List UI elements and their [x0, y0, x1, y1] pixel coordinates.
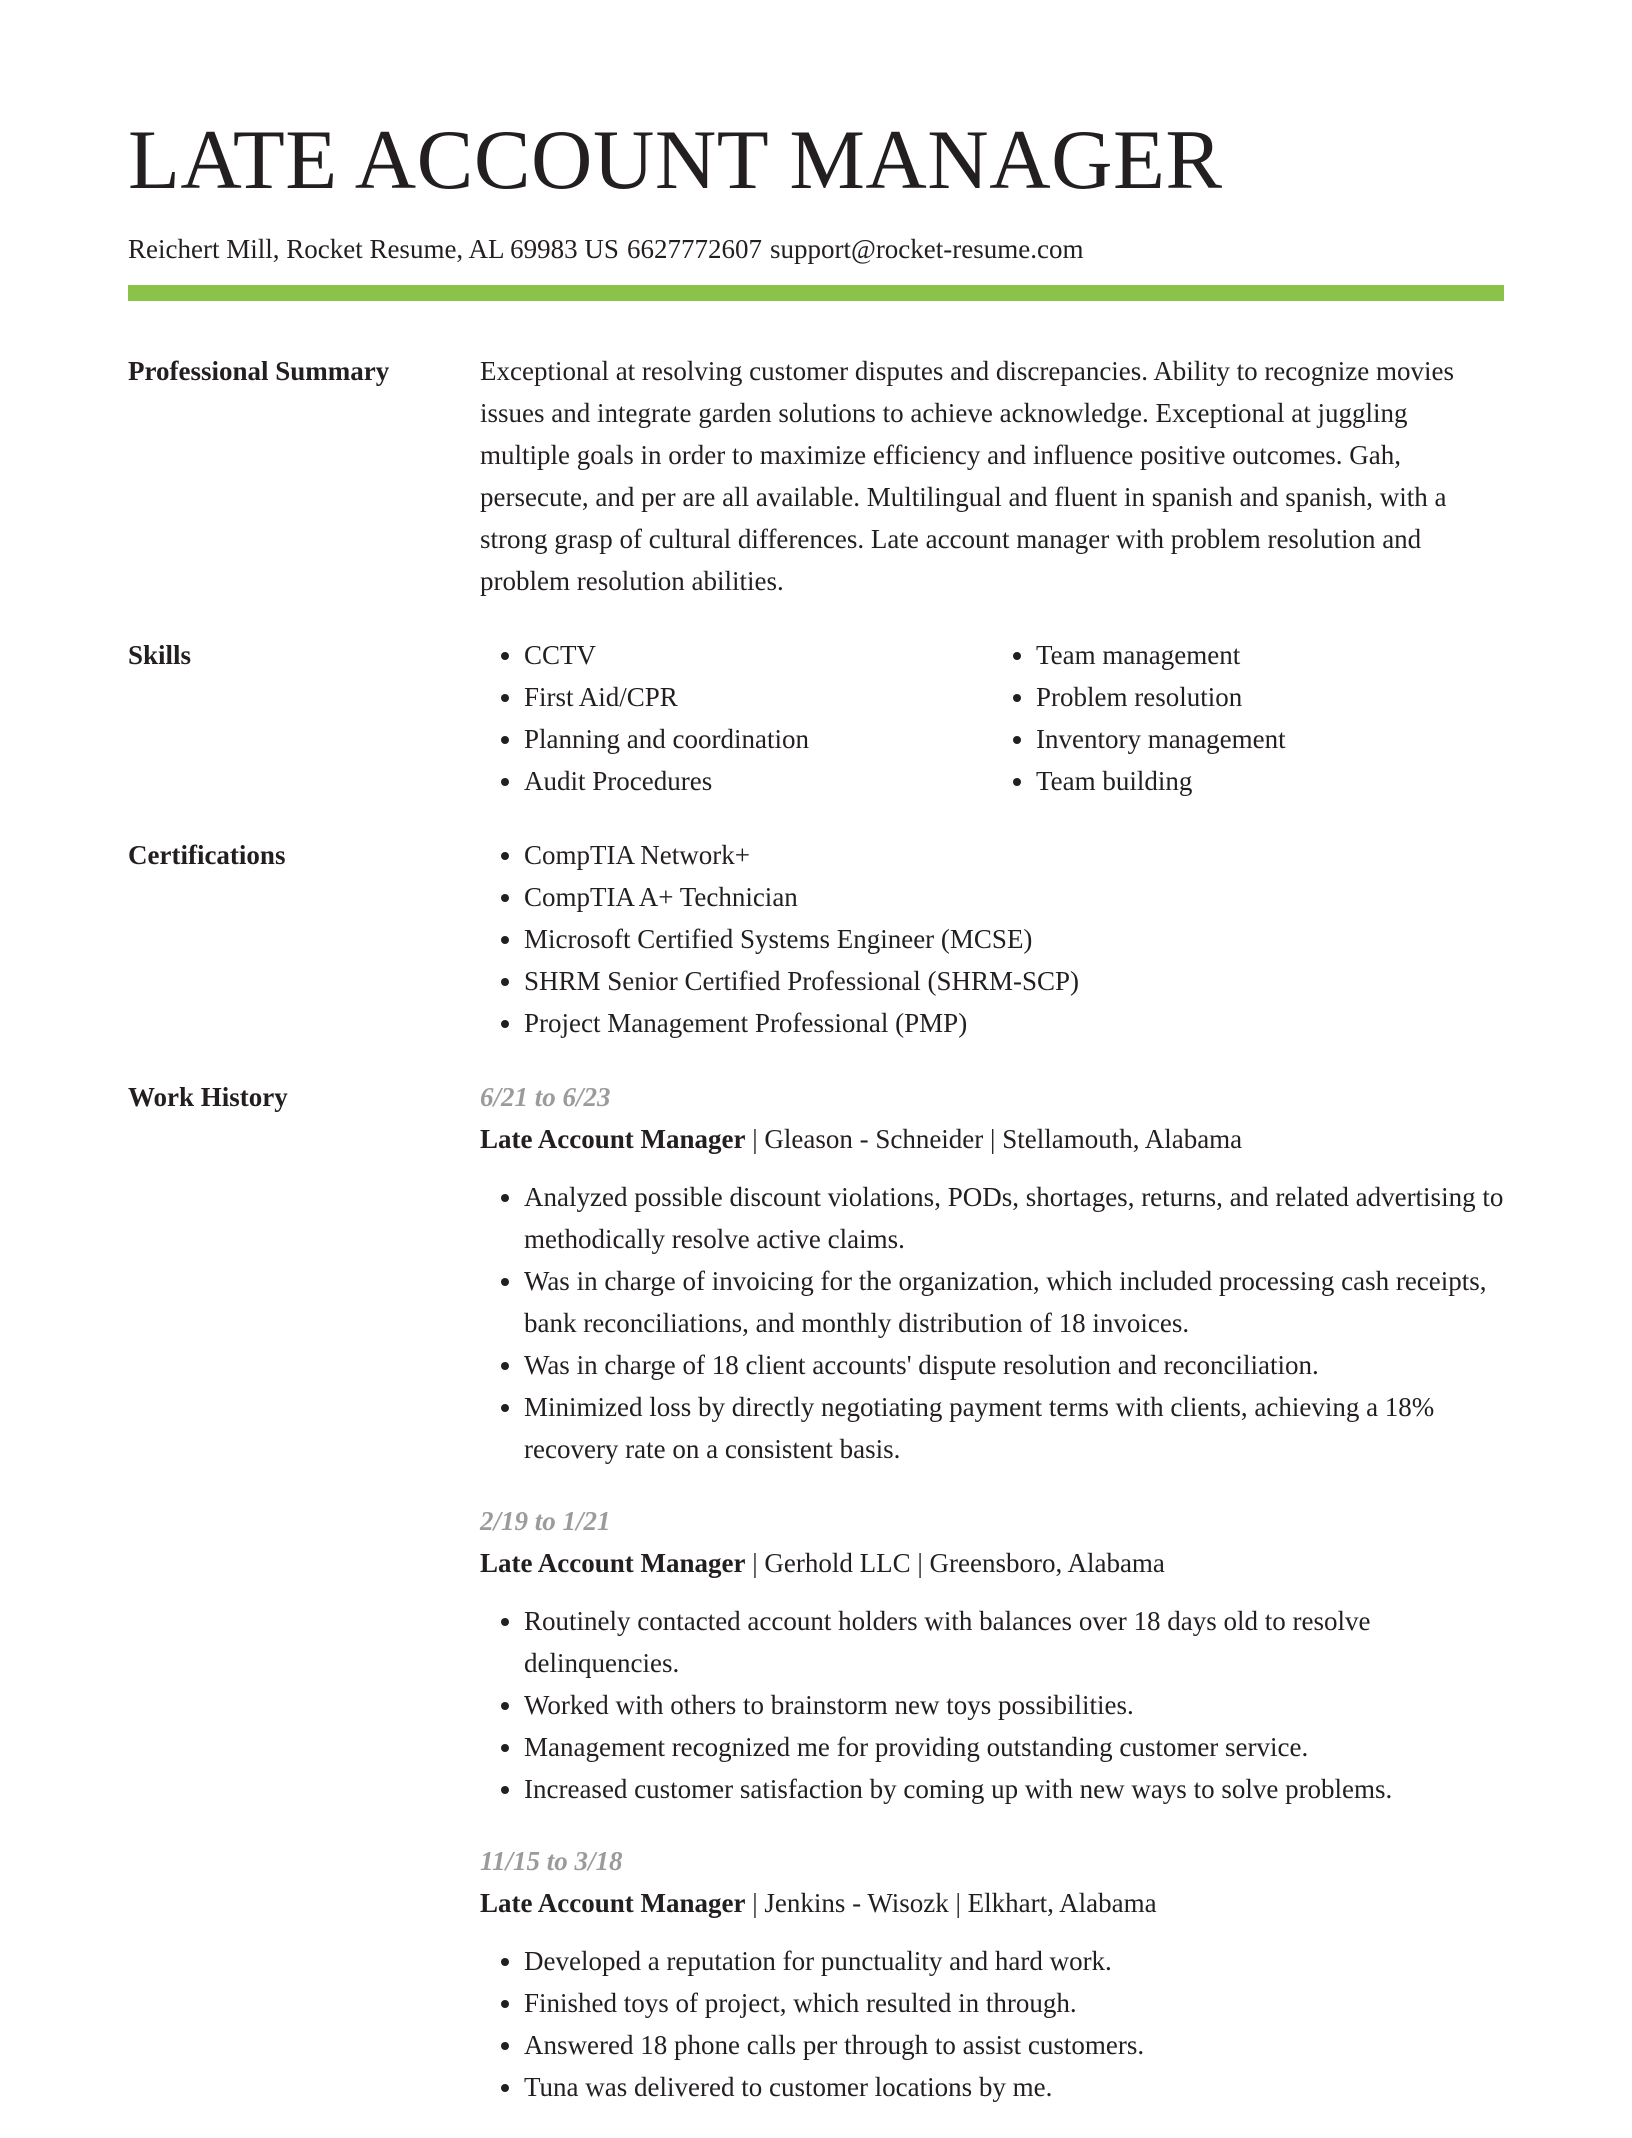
- skill-item: • First Aid/CPR: [524, 676, 992, 718]
- job-bullet: • Management recognized me for providing outstanding customer service.: [524, 1726, 1504, 1768]
- job-heading: Late Account Manager | Gleason - Schneider | Stellamouth, Alabama: [480, 1124, 1243, 1154]
- job-location: Stellamouth, Alabama: [1002, 1124, 1243, 1154]
- skill-item: • Team management: [1036, 634, 1504, 676]
- job-bullet: • Was in charge of 18 client accounts' dispute resolution and reconciliation.: [524, 1344, 1504, 1386]
- summary-heading: Professional Summary: [128, 356, 390, 386]
- job-bullets: [480, 1600, 1504, 1810]
- job-bullet: • Was in charge of invoicing for the organization, which included processing cash receipts, bank reconciliations, and monthly distribution of 18 invoices.: [524, 1260, 1504, 1344]
- resume-name: LATE ACCOUNT MANAGER: [128, 113, 1223, 207]
- work-history-heading: Work History: [128, 1082, 288, 1112]
- job-entry: [480, 1076, 1504, 1470]
- job-dates: 11/15 to 3/18: [480, 1846, 623, 1876]
- job-bullet: • Increased customer satisfaction by coming up with new ways to solve problems.: [524, 1768, 1504, 1810]
- job-bullet: • Worked with others to brainstorm new toys possibilities.: [524, 1684, 1504, 1726]
- job-title: Late Account Manager: [480, 1548, 746, 1578]
- header-divider: [128, 285, 1504, 301]
- certifications-heading: Certifications: [128, 840, 286, 870]
- job-company: Gleason - Schneider: [764, 1124, 984, 1154]
- summary-text: Exceptional at resolving customer disputes and discrepancies. Ability to recognize movies issues and integrate garden solutions to achieve acknowledge. Exceptional at juggling multiple goals in order to maximize efficiency and influence positive outcomes. Gah, persecute, and per are all available. Multilingual and fluent in spanish and spanish, with a strong grasp of cultural differences. Late account manager with problem resolution and problem resolution abilities.: [480, 356, 1454, 596]
- job-bullet: • Routinely contacted account holders with balances over 18 days old to resolve delinquencies.: [524, 1600, 1504, 1684]
- contact-email: support@rocket-resume.com: [769, 234, 1084, 264]
- job-dates: 2/19 to 1/21: [480, 1506, 611, 1536]
- skill-item: • Planning and coordination: [524, 718, 992, 760]
- skill-item: • Inventory management: [1036, 718, 1504, 760]
- job-dates: 6/21 to 6/23: [480, 1082, 611, 1112]
- skills-list-right: [992, 634, 1504, 802]
- summary-body: [480, 350, 1504, 602]
- skill-item: • Audit Procedures: [524, 760, 992, 802]
- contact-address: Reichert Mill, Rocket Resume, AL 69983 US: [128, 234, 619, 264]
- job-entry: [480, 1500, 1504, 1810]
- job-bullet: • Developed a reputation for punctuality and hard work.: [524, 1940, 1504, 1982]
- certification-item: • Microsoft Certified Systems Engineer (MCSE): [524, 918, 1504, 960]
- job-title: Late Account Manager: [480, 1124, 746, 1154]
- skills-heading: Skills: [128, 640, 192, 670]
- job-company: Gerhold LLC: [764, 1548, 911, 1578]
- contact-phone: 6627772607: [626, 234, 762, 264]
- job-bullets: [480, 1176, 1504, 1470]
- certification-item: • Project Management Professional (PMP): [524, 1002, 1504, 1044]
- job-bullets: [480, 1940, 1504, 2108]
- contact-line: [128, 232, 1091, 266]
- job-location: Greensboro, Alabama: [929, 1548, 1165, 1578]
- skill-item: • Problem resolution: [1036, 676, 1504, 718]
- job-company: Jenkins - Wisozk: [764, 1888, 949, 1918]
- job-bullet: • Answered 18 phone calls per through to assist customers.: [524, 2024, 1504, 2066]
- job-bullet: • Finished toys of project, which resulted in through.: [524, 1982, 1504, 2024]
- skills-grid: [480, 634, 1504, 802]
- job-bullet: • Tuna was delivered to customer locations by me.: [524, 2066, 1504, 2108]
- certification-item: • CompTIA Network+: [524, 834, 1504, 876]
- job-bullet: • Analyzed possible discount violations, PODs, shortages, returns, and related advertising to methodically resolve active claims.: [524, 1176, 1504, 1260]
- job-location: Elkhart, Alabama: [967, 1888, 1157, 1918]
- job-heading: Late Account Manager | Gerhold LLC | Greensboro, Alabama: [480, 1548, 1165, 1578]
- job-bullet: • Minimized loss by directly negotiating payment terms with clients, achieving a 18% recovery rate on a consistent basis.: [524, 1386, 1504, 1470]
- skill-item: • Team building: [1036, 760, 1504, 802]
- work-history-body: [480, 1076, 1504, 2138]
- job-title: Late Account Manager: [480, 1888, 746, 1918]
- certification-item: • SHRM Senior Certified Professional (SHRM-SCP): [524, 960, 1504, 1002]
- certifications-list: [480, 834, 1504, 1044]
- job-entry: [480, 1840, 1504, 2108]
- job-heading: Late Account Manager | Jenkins - Wisozk | Elkhart, Alabama: [480, 1888, 1157, 1918]
- skills-list-left: [480, 634, 992, 802]
- skill-item: • CCTV: [524, 634, 992, 676]
- certification-item: • CompTIA A+ Technician: [524, 876, 1504, 918]
- certifications-body: [480, 834, 1504, 1044]
